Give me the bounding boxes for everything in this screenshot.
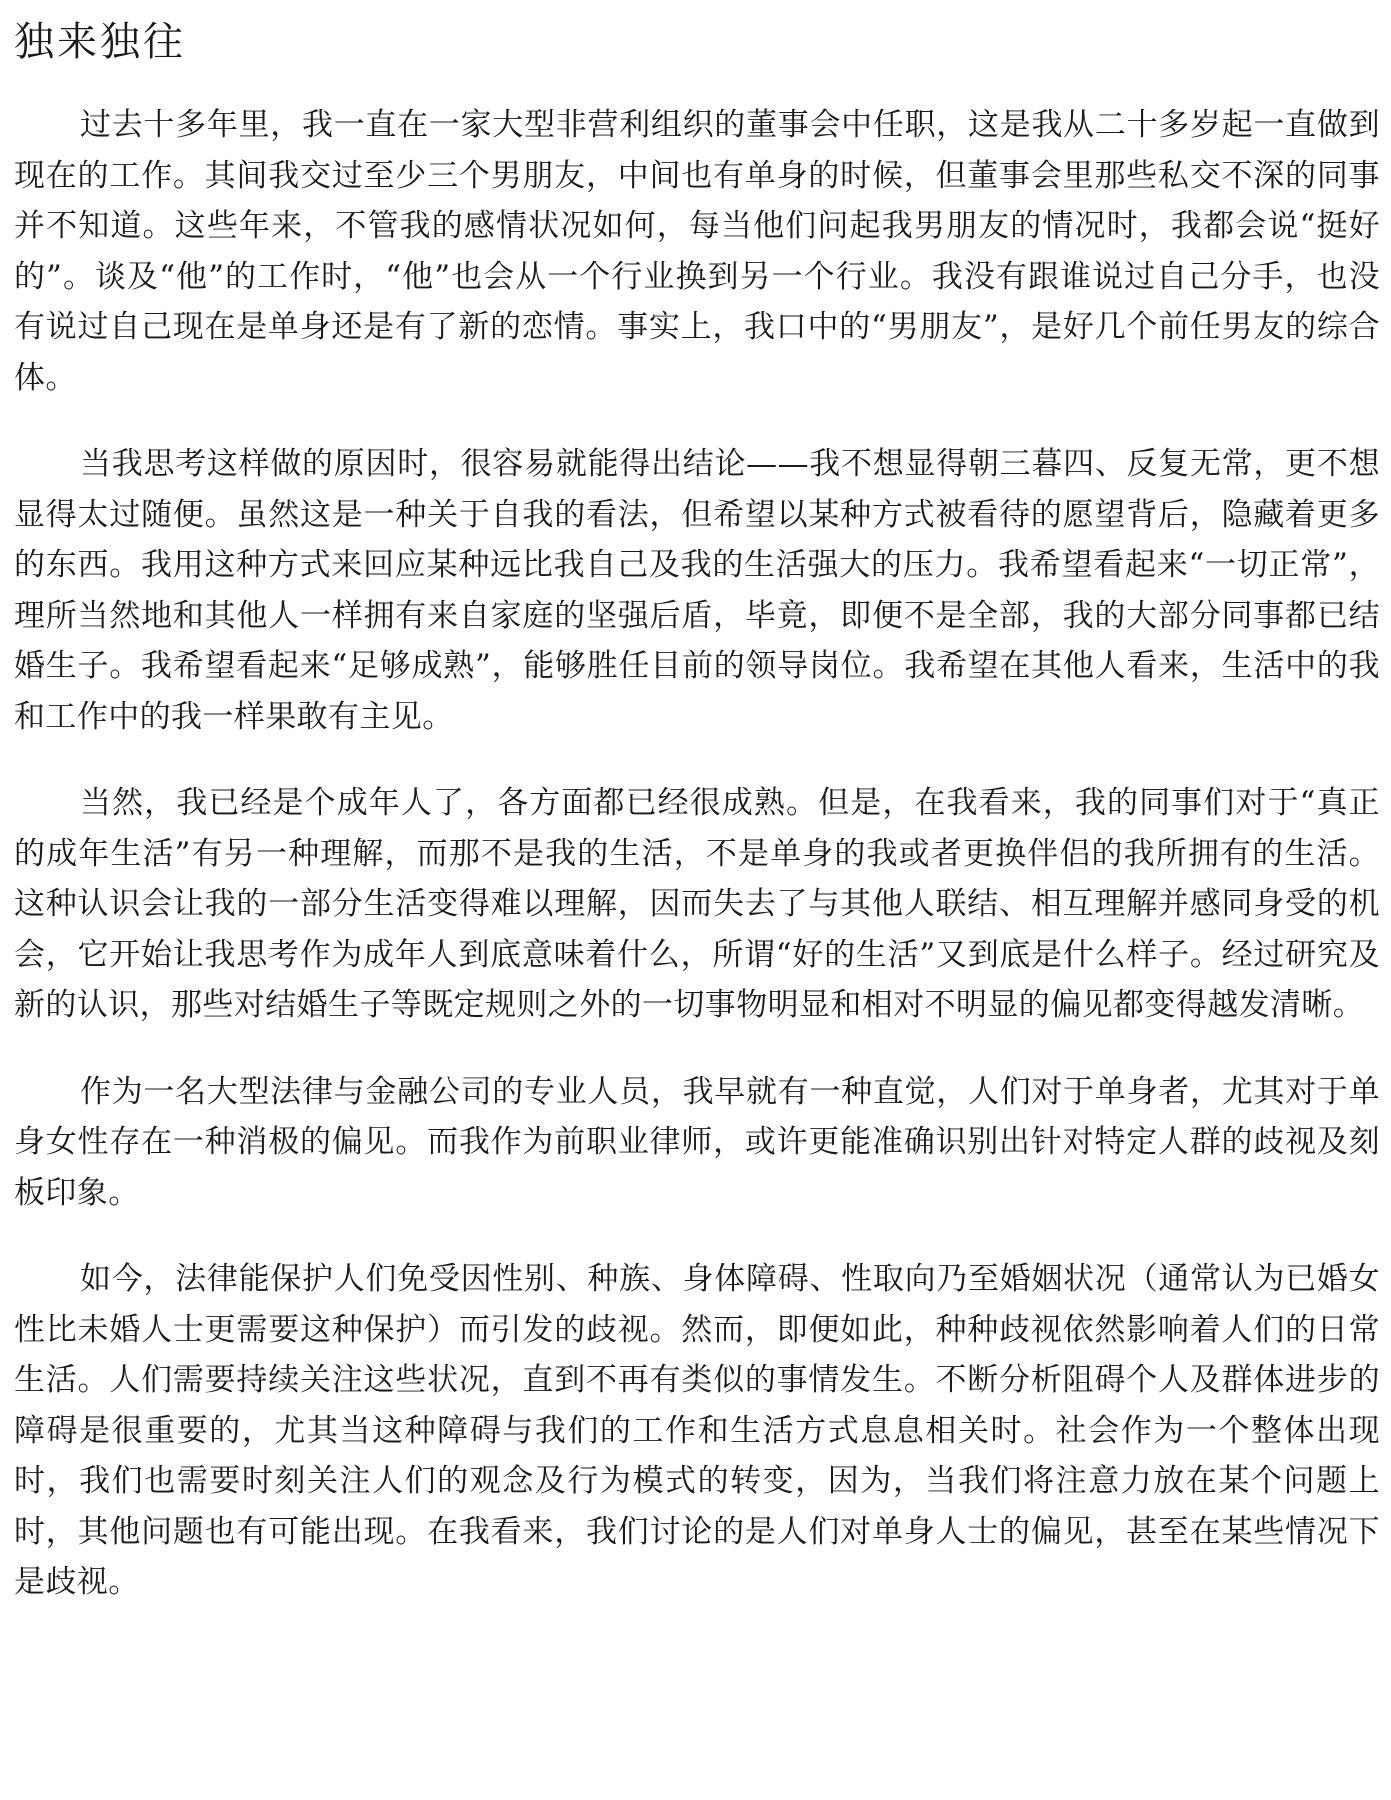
paragraph-1: 过去十多年里，我一直在一家大型非营利组织的董事会中任职，这是我从二十多岁起一直做到现在的工作。其间我交过至少三个男朋友，中间也有单身的时候，但董事会里那些私交不深的同事并不知道。这些年来，不管我的感情状况如何，每当他们问起我男朋友的情况时，我都会说“挺好的”。谈及“他”的工作时，“他”也会从一个行业换到另一个行业。我没有跟谁说过自己分手，也没有说过自己现在是单身还是有了新的恋情。事实上，我口中的“男朋友”，是好几个前任男友的综合体。 xyxy=(14,107,1380,396)
paragraph-4: 作为一名大型法律与金融公司的专业人员，我早就有一种直觉，人们对于单身者，尤其对于单身女性存在一种消极的偏见。而我作为前职业律师，或许更能准确识别出针对特定人群的歧视及刻板印象。 xyxy=(14,1073,1380,1211)
paragraph-2: 当我思考这样做的原因时，很容易就能得出结论——我不想显得朝三暮四、反复无常，更不想显得太过随便。虽然这是一种关于自我的看法，但希望以某种方式被看待的愿望背后，隐藏着更多的东西。我用这种方式来回应某种远比我自己及我的生活强大的压力。我希望看起来“一切正常”，理所当然地和其他人一样拥有来自家庭的坚强后盾，毕竟，即便不是全部，我的大部分同事都已结婚生子。我希望看起来“足够成熟”，能够胜任目前的领导岗位。我希望在其他人看来，生活中的我和工作中的我一样果敢有主见。 xyxy=(14,446,1380,735)
paragraph-3: 当然，我已经是个成年人了，各方面都已经很成熟。但是，在我看来，我的同事们对于“真正的成年生活”有另一种理解，而那不是我的生活，不是单身的我或者更换伴侣的我所拥有的生活。这种认识会让我的一部分生活变得难以理解，因而失去了与其他人联结、相互理解并感同身受的机会，它开始让我思考作为成年人到底意味着什么，所谓“好的生活”又到底是什么样子。经过研究及新的认识，那些对结婚生子等既定规则之外的一切事物明显和相对不明显的偏见都变得越发清晰。 xyxy=(14,785,1380,1023)
document-page xyxy=(14,0,1380,1608)
paragraph-5: 如今，法律能保护人们免受因性别、种族、身体障碍、性取向乃至婚姻状况（通常认为已婚女性比未婚人士更需要这种保护）而引发的歧视。然而，即便如此，种种歧视依然影响着人们的日常生活。人们需要持续关注这些状况，直到不再有类似的事情发生。不断分析阻碍个人及群体进步的障碍是很重要的，尤其当这种障碍与我们的工作和生活方式息息相关时。社会作为一个整体出现时，我们也需要时刻关注人们的观念及行为模式的转变，因为，当我们将注意力放在某个问题上时，其他问题也有可能出现。在我看来，我们讨论的是人们对单身人士的偏见，甚至在某些情况下是歧视。 xyxy=(14,1261,1380,1600)
document-title: 独来独往 xyxy=(14,19,186,65)
